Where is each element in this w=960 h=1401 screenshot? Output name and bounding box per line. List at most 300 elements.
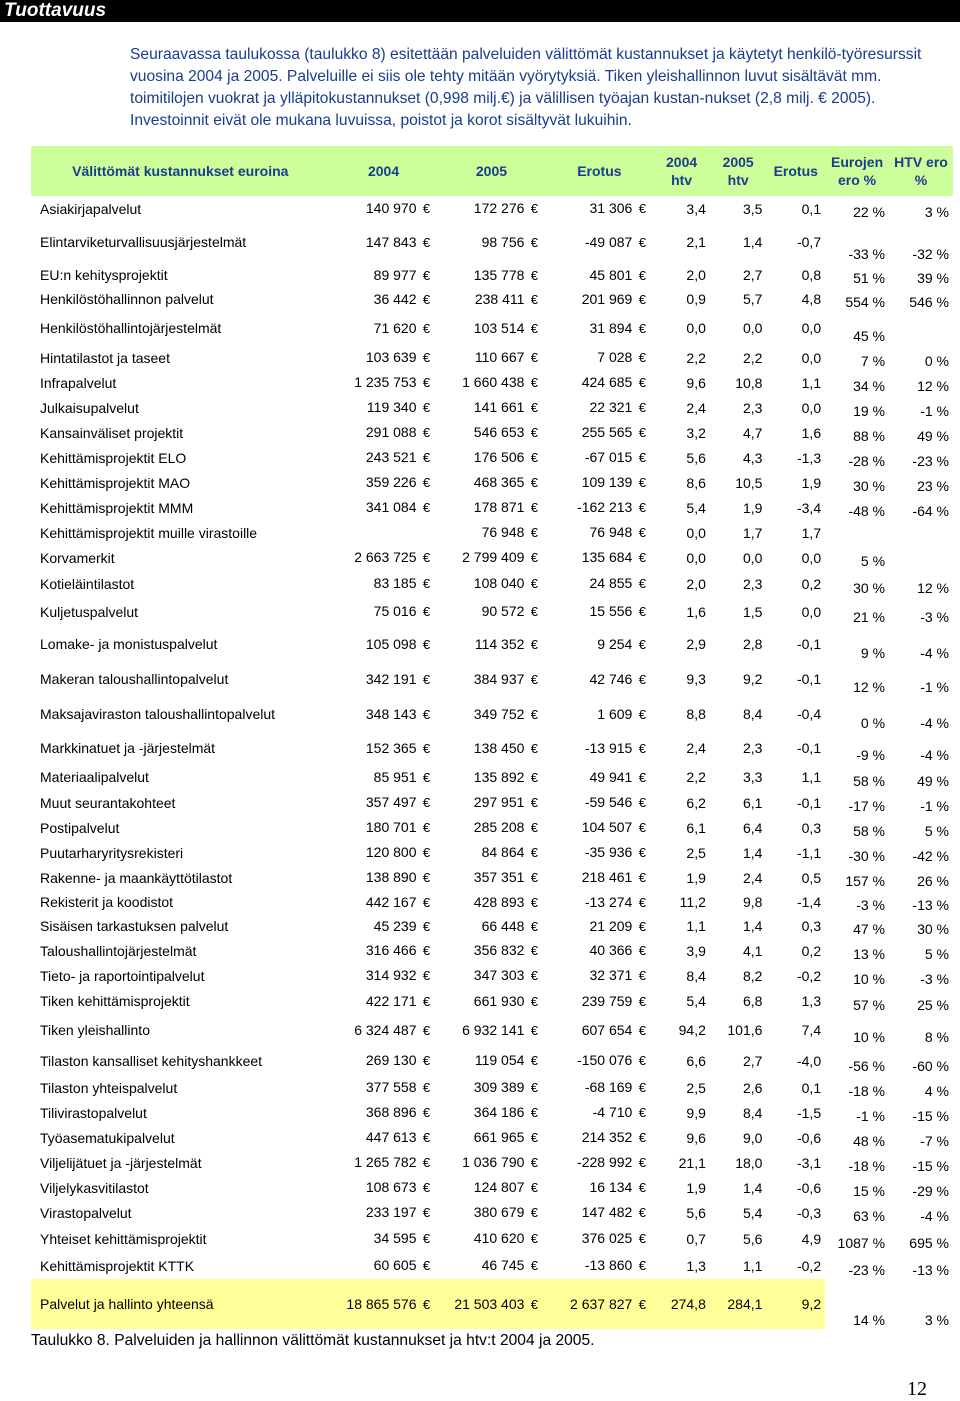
- cell-htv-2004: [653, 395, 710, 420]
- cell-cost-2004: [330, 988, 438, 1014]
- cell-euro-change-percent-value: 63 %: [853, 1208, 886, 1224]
- table-row: [31, 196, 953, 221]
- cell-htv-2004-value: 1,9: [686, 1179, 706, 1196]
- cell-cost-difference: [545, 662, 653, 696]
- euro-symbol: €: [530, 1296, 539, 1312]
- cell-cost-2005-value: 114 352: [474, 635, 525, 652]
- cell-cost-2005-value: 141 661: [473, 399, 525, 415]
- cell-service-name-value: Lomake- ja monistuspalvelut: [40, 636, 218, 652]
- cell-htv-difference: [766, 1252, 825, 1279]
- cell-cost-difference: [545, 626, 653, 662]
- cell-htv-change-percent: [889, 696, 953, 732]
- cell-euro-change-percent: [825, 1014, 889, 1046]
- cell-cost-2005-value: 172 276: [473, 200, 525, 216]
- euro-symbol: €: [638, 201, 646, 216]
- cell-htv-2004: [653, 790, 710, 815]
- cell-htv-difference: [766, 1150, 825, 1175]
- cell-htv-2005: [710, 890, 767, 914]
- cell-htv-change-percent-value: 695 %: [909, 1235, 949, 1251]
- cell-htv-change-percent: [889, 914, 953, 938]
- cell-htv-change-percent-value: 25 %: [917, 997, 949, 1013]
- cell-euro-change-percent: [825, 938, 889, 963]
- cell-service-name: [31, 1125, 330, 1150]
- cell-cost-2005-value: 76 948: [481, 524, 525, 540]
- cell-cost-difference-value: 424 685: [581, 374, 633, 390]
- cell-cost-2005: [438, 287, 546, 311]
- cell-htv-change-percent: [889, 495, 953, 520]
- cell-htv-difference: [766, 890, 825, 914]
- cell-euro-change-percent: [825, 545, 889, 570]
- cell-htv-2004-value: 1,3: [686, 1257, 706, 1274]
- cell-cost-difference-value: 2 637 827: [570, 1295, 633, 1312]
- cell-htv-change-percent-value: -15 %: [912, 1158, 949, 1174]
- cell-cost-difference-value: 9 254: [597, 635, 633, 652]
- cell-cost-2004-value: 233 197: [365, 1204, 417, 1220]
- cell-cost-2004: [330, 1075, 438, 1100]
- cell-cost-2005: [438, 445, 546, 470]
- cell-cost-2004-value: 368 896: [365, 1104, 417, 1120]
- cell-htv-difference: [766, 732, 825, 764]
- cell-cost-2004: [330, 345, 438, 370]
- euro-symbol: €: [638, 267, 646, 283]
- cell-cost-difference: [545, 865, 653, 890]
- cell-cost-2004: [330, 420, 438, 445]
- cell-cost-2004-value: 359 226: [365, 474, 417, 490]
- cell-service-name: [31, 545, 330, 570]
- cell-htv-2005-value: 6,4: [742, 819, 763, 836]
- cell-cost-difference-value: 7 028: [597, 349, 633, 365]
- table-caption: Taulukko 8. Palveluiden ja hallinnon välittömät kustannukset ja htv:t 2004 ja 2005.: [31, 1332, 595, 1349]
- cell-cost-difference: [545, 221, 653, 263]
- table-row: [31, 1100, 953, 1125]
- cell-htv-2004-value: 9,6: [686, 1129, 706, 1146]
- cell-service-name: [31, 914, 330, 938]
- cell-htv-2005-value: 5,6: [742, 1230, 763, 1247]
- cell-service-name-value: Infrapalvelut: [40, 374, 117, 391]
- cell-cost-2004: [330, 1200, 438, 1225]
- cell-htv-2005: [710, 545, 767, 570]
- cell-htv-change-percent: [889, 626, 953, 662]
- cell-cost-2004-value: 348 143: [365, 705, 417, 722]
- euro-symbol: €: [530, 1205, 539, 1220]
- cell-htv-2004-value: 6,2: [686, 794, 706, 811]
- cell-euro-change-percent-value: 47 %: [853, 921, 886, 937]
- cell-cost-difference-value: 607 654: [581, 1021, 633, 1038]
- cell-htv-2004: [653, 1150, 710, 1175]
- cell-htv-2004-value: 8,6: [686, 474, 706, 491]
- cell-cost-2005-value: 380 679: [473, 1204, 525, 1220]
- table-row: [31, 790, 953, 815]
- table-row: [31, 963, 953, 988]
- table-row: [31, 1175, 953, 1200]
- cell-htv-2004: [653, 938, 710, 963]
- table-row: [31, 890, 953, 914]
- euro-symbol: €: [638, 500, 646, 515]
- cell-service-name-value: Virastopalvelut: [40, 1204, 132, 1221]
- cell-euro-change-percent: [825, 1175, 889, 1200]
- cell-htv-2004-value: 1,9: [686, 869, 706, 886]
- cell-htv-2004: [653, 840, 710, 865]
- euro-symbol: €: [638, 845, 646, 860]
- cell-euro-change-percent-value: -17 %: [848, 798, 886, 814]
- cell-cost-difference: [545, 470, 653, 495]
- cell-htv-2004-value: 274,8: [670, 1296, 706, 1312]
- cell-service-name-value: Puutarharyritysrekisteri: [40, 844, 184, 861]
- cell-htv-2005: [710, 1252, 767, 1279]
- table-row: [31, 495, 953, 520]
- cell-euro-change-percent-value: 58 %: [853, 773, 886, 789]
- euro-symbol: €: [422, 450, 431, 465]
- cell-htv-2005: [710, 345, 767, 370]
- cost-table: [31, 146, 953, 1329]
- cell-htv-change-percent-value: -64 %: [912, 503, 949, 519]
- table-row: [31, 570, 953, 597]
- euro-symbol: €: [638, 1053, 646, 1068]
- euro-symbol: €: [422, 1231, 431, 1246]
- cell-euro-change-percent-value: 30 %: [853, 580, 886, 596]
- cell-htv-2005: [710, 287, 767, 311]
- cell-htv-difference-value: -1,4: [796, 894, 822, 910]
- cell-cost-2005: [438, 1150, 546, 1175]
- cell-cost-difference-value: 109 139: [581, 474, 633, 490]
- cell-htv-2005: [710, 597, 767, 626]
- cell-htv-2005-value: 5,4: [742, 1204, 763, 1221]
- cell-htv-change-percent: [889, 1279, 953, 1329]
- cell-service-name: [31, 263, 330, 287]
- cell-cost-2004-value: 36 442: [373, 290, 417, 307]
- euro-symbol: €: [422, 576, 431, 591]
- euro-symbol: €: [638, 943, 646, 958]
- cell-service-name: [31, 662, 330, 696]
- cell-htv-2005: [710, 470, 767, 495]
- cell-htv-2005-value: 3,3: [742, 769, 763, 785]
- cell-cost-2005-value: 357 351: [473, 869, 525, 885]
- cell-htv-2005: [710, 1200, 767, 1225]
- cell-cost-2005-value: 356 832: [473, 942, 525, 958]
- cell-htv-change-percent-value: -4 %: [920, 747, 949, 763]
- cell-euro-change-percent: [825, 420, 889, 445]
- cell-htv-change-percent: [889, 790, 953, 815]
- cell-htv-2005: [710, 1279, 767, 1329]
- euro-symbol: €: [638, 894, 646, 910]
- euro-symbol: €: [422, 604, 431, 619]
- cell-htv-2005: [710, 696, 767, 732]
- euro-symbol: €: [638, 1155, 646, 1170]
- cell-cost-2005-value: 124 807: [473, 1179, 525, 1195]
- cell-cost-2005: [438, 865, 546, 890]
- cell-htv-2004-value: 8,4: [686, 967, 706, 984]
- cell-cost-difference-value: 201 969: [581, 290, 633, 307]
- cell-htv-2004: [653, 597, 710, 626]
- cell-htv-2005-value: 4,3: [742, 449, 763, 466]
- cell-htv-difference-value: 0,2: [801, 575, 822, 592]
- euro-symbol: €: [638, 1205, 646, 1220]
- cell-cost-2005: [438, 662, 546, 696]
- cell-cost-2005-value: 6 932 141: [462, 1021, 525, 1038]
- cell-cost-difference: [545, 1279, 653, 1329]
- cell-htv-2004-value: 5,6: [686, 1204, 706, 1221]
- cell-cost-difference: [545, 287, 653, 311]
- cell-htv-2004-value: 0,7: [686, 1230, 706, 1247]
- cell-htv-2004-value: 3,4: [686, 200, 706, 217]
- euro-symbol: €: [638, 740, 646, 756]
- table-header-row: [31, 146, 953, 196]
- cell-htv-difference-value: 0,0: [801, 549, 822, 566]
- euro-symbol: €: [638, 400, 646, 415]
- cell-service-name: [31, 311, 330, 345]
- cell-htv-2004-value: 1,6: [686, 603, 706, 620]
- cell-cost-2005: [438, 545, 546, 570]
- cell-htv-2004-value: 6,6: [686, 1052, 706, 1069]
- cell-cost-difference: [545, 196, 653, 221]
- cell-htv-2004-value: 5,4: [686, 993, 706, 1009]
- cell-htv-change-percent: [889, 732, 953, 764]
- cell-cost-difference: [545, 840, 653, 865]
- cell-cost-2004: [330, 1150, 438, 1175]
- section-heading: Tuottavuus: [0, 0, 960, 22]
- cell-htv-change-percent-value: -60 %: [912, 1058, 949, 1074]
- cell-euro-change-percent: [825, 988, 889, 1014]
- cell-htv-difference-value: 1,9: [801, 474, 822, 491]
- cell-euro-change-percent-value: 88 %: [853, 428, 886, 444]
- cell-cost-2005-value: 468 365: [473, 474, 525, 490]
- cell-htv-2005: [710, 988, 767, 1014]
- cell-htv-difference: [766, 263, 825, 287]
- euro-symbol: €: [530, 1053, 539, 1068]
- cell-cost-difference-value: 42 746: [589, 670, 633, 687]
- cell-cost-2005: [438, 1014, 546, 1046]
- cell-cost-2005-value: 90 572: [481, 603, 525, 619]
- cell-euro-change-percent: [825, 1150, 889, 1175]
- cell-cost-2004-value: 18 865 576: [346, 1295, 417, 1312]
- cell-service-name-value: Palvelut ja hallinto yhteensä: [40, 1296, 214, 1312]
- cell-htv-change-percent-value: -3 %: [920, 609, 949, 625]
- cell-htv-change-percent: [889, 1075, 953, 1100]
- cell-htv-change-percent-value: -4 %: [920, 715, 949, 731]
- cell-htv-difference-value: -0,2: [796, 1257, 822, 1274]
- cell-cost-2004: [330, 445, 438, 470]
- euro-symbol: €: [422, 1053, 431, 1068]
- cell-service-name-value: Viljelykasvitilastot: [40, 1179, 149, 1196]
- cell-htv-difference: [766, 626, 825, 662]
- cell-htv-difference-value: 4,9: [801, 1230, 822, 1247]
- cell-euro-change-percent: [825, 1046, 889, 1075]
- cell-htv-2005-value: 10,8: [735, 374, 763, 391]
- cell-euro-change-percent-value: 15 %: [853, 1183, 886, 1199]
- euro-symbol: €: [530, 425, 539, 440]
- cell-htv-2004-value: 3,2: [686, 424, 706, 441]
- euro-symbol: €: [422, 1180, 431, 1195]
- cell-htv-2004: [653, 1252, 710, 1279]
- cell-cost-2004: [330, 520, 438, 545]
- cell-htv-change-percent-value: 12 %: [917, 580, 949, 596]
- cell-htv-2005-value: 2,4: [742, 869, 763, 886]
- cell-htv-2005-value: 1,4: [742, 918, 763, 934]
- table-row: [31, 696, 953, 732]
- euro-symbol: €: [530, 1080, 539, 1095]
- cell-htv-2004-value: 9,9: [686, 1104, 706, 1121]
- cell-cost-2004: [330, 1100, 438, 1125]
- cell-cost-2005: [438, 1125, 546, 1150]
- cell-htv-difference-value: -0,3: [796, 1204, 822, 1221]
- cell-htv-2005: [710, 764, 767, 790]
- table-row: [31, 988, 953, 1014]
- cell-cost-2005-value: 1 036 790: [462, 1154, 525, 1170]
- table-row: [31, 311, 953, 345]
- cell-htv-2005-value: 2,2: [742, 349, 763, 366]
- euro-symbol: €: [638, 918, 646, 934]
- cell-htv-2004: [653, 445, 710, 470]
- cell-htv-2004: [653, 196, 710, 221]
- cell-htv-2005: [710, 221, 767, 263]
- cell-service-name-value: Markkinatuet ja -järjestelmät: [40, 740, 216, 756]
- cell-service-name-value: EU:n kehitysprojektit: [40, 267, 168, 283]
- cell-htv-change-percent-value: 3 %: [924, 204, 949, 220]
- cell-cost-difference: [545, 545, 653, 570]
- cell-htv-change-percent-value: -4 %: [920, 1208, 949, 1224]
- cell-htv-change-percent: [889, 287, 953, 311]
- cell-cost-2005: [438, 815, 546, 840]
- cell-euro-change-percent: [825, 345, 889, 370]
- cell-cost-2004: [330, 287, 438, 311]
- cell-cost-2004-value: 442 167: [365, 893, 417, 910]
- cell-htv-2004: [653, 470, 710, 495]
- cell-cost-2004: [330, 221, 438, 263]
- cell-htv-2004-value: 0,0: [686, 549, 706, 566]
- cell-euro-change-percent-value: 22 %: [853, 204, 886, 220]
- cell-htv-difference-value: 0,3: [801, 819, 822, 836]
- cell-htv-change-percent: [889, 311, 953, 345]
- cell-htv-change-percent-value: -15 %: [912, 1108, 949, 1124]
- cell-service-name: [31, 470, 330, 495]
- cell-cost-2005: [438, 732, 546, 764]
- euro-symbol: €: [638, 320, 646, 336]
- cell-htv-change-percent: [889, 597, 953, 626]
- euro-symbol: €: [530, 400, 539, 415]
- cell-euro-change-percent: [825, 221, 889, 263]
- cell-cost-difference-value: 376 025: [581, 1230, 633, 1246]
- cell-htv-change-percent: [889, 963, 953, 988]
- table-row: [31, 420, 953, 445]
- cell-cost-difference-value: 45 801: [589, 266, 633, 283]
- cell-cost-2004: [330, 311, 438, 345]
- euro-symbol: €: [638, 475, 646, 490]
- cell-cost-2004: [330, 840, 438, 865]
- cell-euro-change-percent: [825, 1279, 889, 1329]
- cell-euro-change-percent: [825, 840, 889, 865]
- cell-htv-2004-value: 2,5: [686, 844, 706, 861]
- cell-euro-change-percent-value: -18 %: [848, 1083, 886, 1099]
- cell-htv-change-percent-value: 26 %: [917, 873, 949, 889]
- cell-htv-difference-value: 0,2: [801, 942, 822, 959]
- cell-euro-change-percent: [825, 1200, 889, 1225]
- cell-cost-difference-value: 135 684: [581, 549, 633, 565]
- cell-cost-difference-value: -13 860: [584, 1257, 633, 1273]
- cell-cost-2004-value: 291 088: [365, 424, 417, 440]
- cell-htv-change-percent-value: 30 %: [917, 921, 949, 937]
- cell-cost-2005-value: 110 667: [474, 349, 525, 365]
- euro-symbol: €: [638, 604, 646, 619]
- cell-cost-2004-value: 147 843: [365, 233, 417, 250]
- cell-htv-2005: [710, 938, 767, 963]
- cell-cost-2005: [438, 938, 546, 963]
- cell-cost-2005-value: 98 756: [481, 233, 525, 250]
- cell-euro-change-percent-value: -18 %: [848, 1158, 886, 1174]
- cell-cost-difference: [545, 570, 653, 597]
- cell-htv-change-percent: [889, 370, 953, 395]
- cell-htv-difference: [766, 662, 825, 696]
- cell-euro-change-percent-value: 1087 %: [837, 1235, 886, 1251]
- header-cost-category: Välittömät kustannukset euroina: [31, 146, 330, 196]
- header-difference: Erotus: [545, 146, 653, 196]
- cell-cost-2005: [438, 311, 546, 345]
- cell-service-name-value: Työasematukipalvelut: [40, 1129, 175, 1146]
- cell-cost-difference: [545, 1150, 653, 1175]
- cell-htv-2004-value: 2,5: [686, 1079, 706, 1096]
- cell-cost-difference-value: -162 213: [577, 499, 633, 515]
- cell-htv-2004: [653, 1075, 710, 1100]
- cell-htv-2004: [653, 545, 710, 570]
- cell-cost-2005: [438, 370, 546, 395]
- cell-htv-change-percent-value: 39 %: [917, 270, 949, 286]
- cell-cost-2004-value: 357 497: [365, 794, 417, 810]
- cell-htv-2004: [653, 764, 710, 790]
- cell-htv-2004: [653, 221, 710, 263]
- table-row: [31, 1014, 953, 1046]
- table-row: [31, 221, 953, 263]
- cell-cost-2005: [438, 963, 546, 988]
- cell-cost-2004: [330, 1252, 438, 1279]
- cell-service-name: [31, 840, 330, 865]
- cell-htv-difference: [766, 938, 825, 963]
- cell-service-name: [31, 626, 330, 662]
- euro-symbol: €: [422, 968, 431, 983]
- cell-cost-2004-value: 60 605: [373, 1257, 417, 1273]
- cell-htv-difference-value: 0,0: [801, 349, 822, 366]
- header-euro-change-percent: Eurojen ero %: [825, 146, 889, 196]
- cell-cost-2005-value: 138 450: [473, 739, 525, 756]
- cell-cost-difference: [545, 732, 653, 764]
- cell-euro-change-percent: [825, 445, 889, 470]
- cell-cost-difference: [545, 1252, 653, 1279]
- cell-euro-change-percent-value: 10 %: [853, 971, 886, 987]
- cell-htv-change-percent-value: -13 %: [912, 897, 949, 913]
- cell-htv-change-percent-value: 4 %: [924, 1083, 949, 1099]
- cell-service-name: [31, 988, 330, 1014]
- cell-service-name: [31, 1252, 330, 1279]
- cell-htv-change-percent: [889, 938, 953, 963]
- cell-htv-2005-value: 1,1: [742, 1257, 763, 1274]
- cell-htv-change-percent-value: 49 %: [917, 428, 949, 444]
- cell-htv-2004: [653, 495, 710, 520]
- cell-htv-change-percent: [889, 221, 953, 263]
- cell-cost-2004-value: 1 265 782: [354, 1154, 417, 1170]
- cell-htv-2004-value: 2,2: [686, 769, 706, 785]
- cell-htv-difference: [766, 840, 825, 865]
- cell-service-name-value: Korvamerkit: [40, 549, 115, 566]
- cell-htv-2005-value: 2,3: [742, 740, 763, 756]
- cell-htv-change-percent-value: 49 %: [917, 773, 949, 789]
- euro-symbol: €: [638, 550, 646, 565]
- cell-htv-2005: [710, 865, 767, 890]
- cell-htv-difference: [766, 495, 825, 520]
- cell-cost-2005-value: 349 752: [473, 705, 525, 722]
- cell-htv-difference: [766, 345, 825, 370]
- euro-symbol: €: [638, 1296, 646, 1312]
- cell-htv-2005-value: 8,2: [742, 967, 763, 984]
- cell-cost-2004: [330, 1046, 438, 1075]
- cell-htv-difference: [766, 470, 825, 495]
